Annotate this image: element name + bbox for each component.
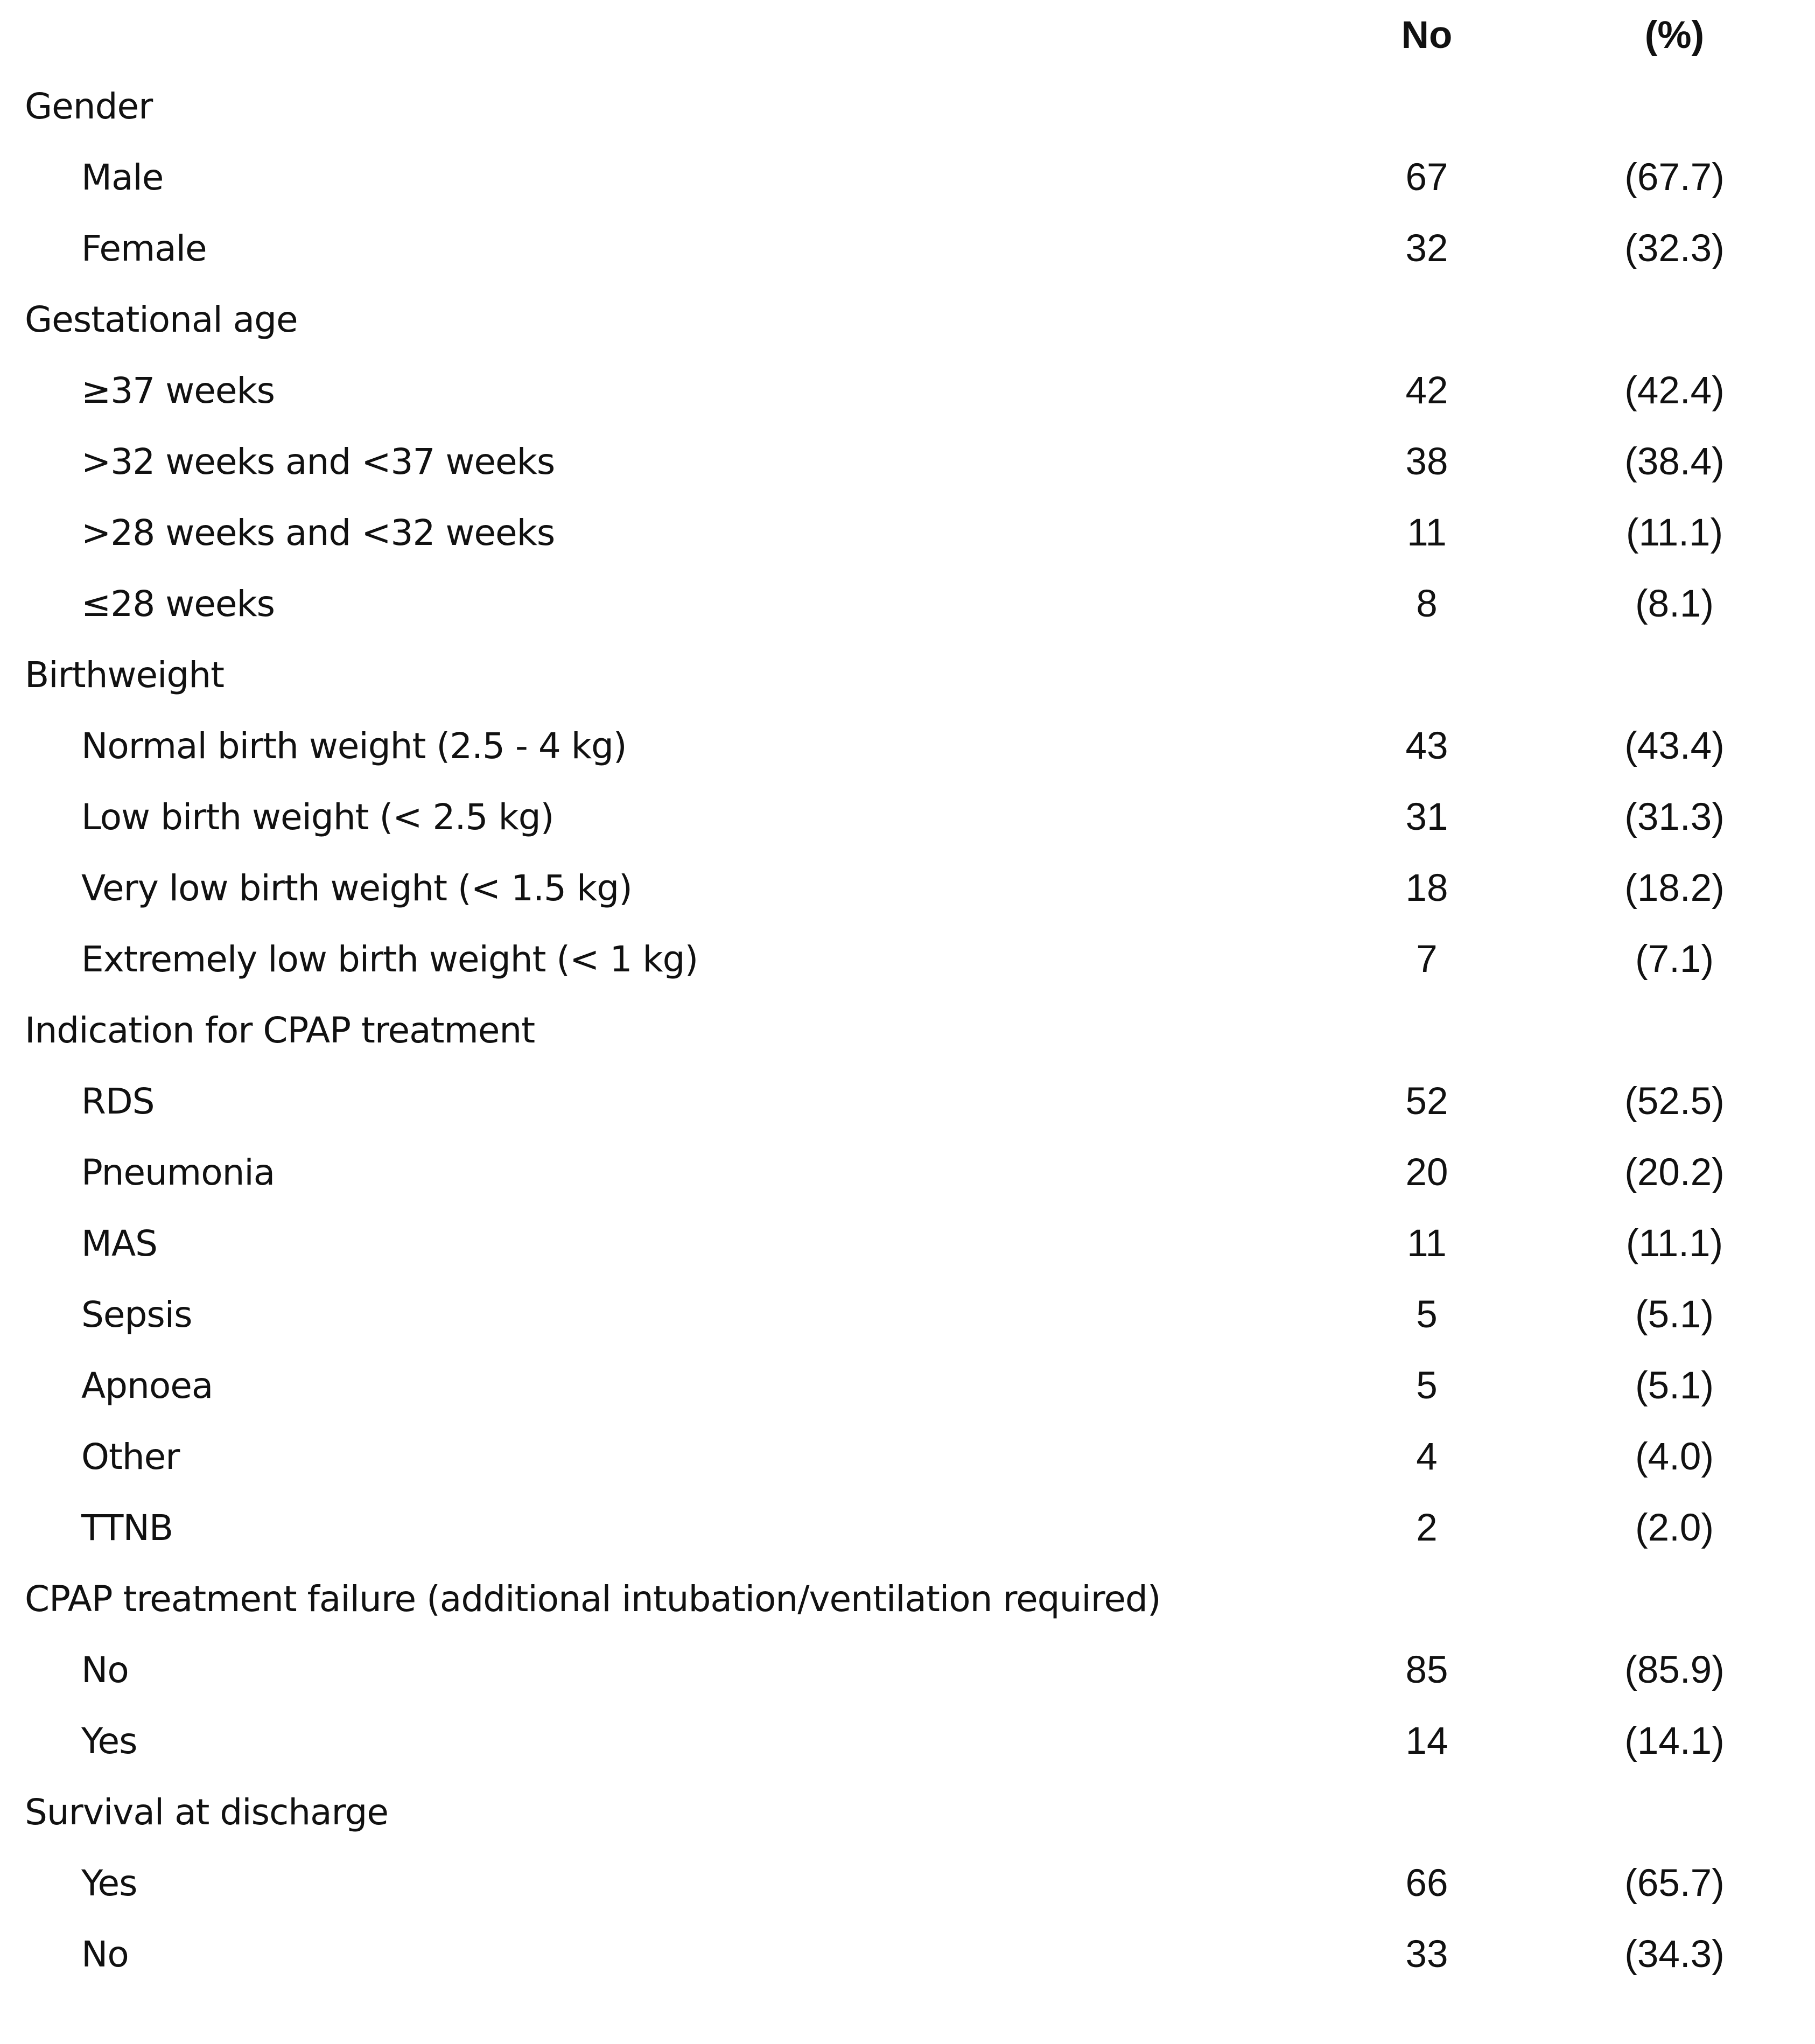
table-row <box>0 213 1815 284</box>
count-value: 11 <box>1407 512 1447 554</box>
table-row <box>0 1137 1815 1208</box>
percent-value: (7.1) <box>1635 938 1714 981</box>
count-value: 38 <box>1405 440 1448 483</box>
table-group-row <box>0 640 1815 711</box>
table-header-row <box>0 0 1815 71</box>
row-label: No <box>81 1649 129 1691</box>
count-value: 14 <box>1405 1720 1448 1762</box>
count-value <box>1368 1777 1486 1848</box>
count-value: 31 <box>1405 796 1448 838</box>
count-value: 67 <box>1405 156 1448 199</box>
percent-value: (18.2) <box>1624 867 1725 909</box>
table-row <box>0 355 1815 426</box>
table-row <box>0 1706 1815 1777</box>
table-group-row <box>0 1564 1815 1635</box>
percent-value: (5.1) <box>1635 1293 1714 1336</box>
percent-value: (4.0) <box>1635 1436 1714 1478</box>
table-body <box>0 71 1815 1990</box>
row-label: Sepsis <box>81 1294 192 1335</box>
percent-value: (85.9) <box>1624 1649 1725 1691</box>
row-label: Apnoea <box>81 1365 213 1406</box>
percent-value: (11.1) <box>1625 512 1723 554</box>
column-header-percent: (%) <box>1644 14 1705 57</box>
count-value: 8 <box>1416 583 1438 625</box>
percent-value: (34.3) <box>1624 1933 1725 1976</box>
table-row <box>0 1848 1815 1919</box>
table-row <box>0 1350 1815 1422</box>
table-row <box>0 1493 1815 1564</box>
percent-value: (65.7) <box>1624 1862 1725 1905</box>
percent-value: (52.5) <box>1624 1080 1725 1123</box>
table-row <box>0 498 1815 569</box>
table-group-row <box>0 284 1815 355</box>
table-row <box>0 782 1815 853</box>
row-label: >32 weeks and <37 weeks <box>81 441 555 482</box>
count-value: 66 <box>1405 1862 1448 1905</box>
row-label: Very low birth weight (< 1.5 kg) <box>81 867 632 909</box>
row-label: Yes <box>81 1863 137 1904</box>
count-value: 5 <box>1416 1364 1438 1407</box>
table-row <box>0 853 1815 924</box>
row-label: ≥37 weeks <box>81 370 275 411</box>
percent-value: (14.1) <box>1624 1720 1725 1762</box>
row-label: No <box>81 1934 129 1975</box>
group-label: Gender <box>25 86 153 127</box>
row-label: Female <box>81 228 207 269</box>
row-label: >28 weeks and <32 weeks <box>81 512 555 554</box>
group-label: CPAP treatment failure (additional intubation/ventilation required) <box>25 1578 1161 1620</box>
count-value <box>1368 71 1486 142</box>
percent-value <box>1599 284 1750 355</box>
count-value: 52 <box>1405 1080 1448 1123</box>
count-value: 5 <box>1416 1293 1438 1336</box>
group-label: Indication for CPAP treatment <box>25 1010 535 1051</box>
percent-value: (32.3) <box>1624 227 1725 270</box>
percent-value: (43.4) <box>1624 725 1725 767</box>
table-row <box>0 426 1815 498</box>
percent-value: (2.0) <box>1635 1507 1714 1549</box>
row-label: TTNB <box>81 1507 173 1549</box>
row-label: Low birth weight (< 2.5 kg) <box>81 796 554 838</box>
table-row <box>0 1422 1815 1493</box>
group-label: Birthweight <box>25 654 224 696</box>
group-label: Survival at discharge <box>25 1791 389 1833</box>
table-row <box>0 1919 1815 1990</box>
count-value: 7 <box>1416 938 1438 981</box>
count-value: 18 <box>1405 867 1448 909</box>
table-row <box>0 1066 1815 1137</box>
table-row <box>0 1208 1815 1279</box>
count-value: 85 <box>1405 1649 1448 1691</box>
count-value: 2 <box>1416 1507 1438 1549</box>
count-value: 43 <box>1405 725 1448 767</box>
row-label: Yes <box>81 1720 137 1762</box>
percent-value: (31.3) <box>1624 796 1725 838</box>
table-row <box>0 924 1815 995</box>
count-value: 4 <box>1416 1436 1438 1478</box>
percent-value: (5.1) <box>1635 1364 1714 1407</box>
count-value <box>1368 995 1486 1066</box>
count-value <box>1368 284 1486 355</box>
table-group-row <box>0 71 1815 142</box>
row-label: Normal birth weight (2.5 - 4 kg) <box>81 725 627 767</box>
column-header-no: No <box>1401 14 1453 57</box>
table-row <box>0 1635 1815 1706</box>
table-row <box>0 142 1815 213</box>
row-label: Male <box>81 157 164 198</box>
count-value <box>1368 640 1486 711</box>
count-value: 20 <box>1405 1151 1448 1194</box>
row-label: RDS <box>81 1081 155 1122</box>
row-label: Other <box>81 1436 180 1478</box>
percent-value <box>1599 640 1750 711</box>
percent-value: (20.2) <box>1624 1151 1725 1194</box>
table-row <box>0 711 1815 782</box>
percent-value <box>1599 71 1750 142</box>
percent-value: (8.1) <box>1635 583 1714 625</box>
table-group-row <box>0 1777 1815 1848</box>
percent-value <box>1599 1564 1750 1635</box>
table-row <box>0 1279 1815 1350</box>
percent-value: (11.1) <box>1625 1222 1723 1265</box>
table-group-row <box>0 995 1815 1066</box>
count-value: 33 <box>1405 1933 1448 1976</box>
percent-value <box>1599 995 1750 1066</box>
count-value: 11 <box>1407 1222 1447 1265</box>
row-label: MAS <box>81 1223 157 1264</box>
row-label: Pneumonia <box>81 1152 275 1193</box>
row-label: ≤28 weeks <box>81 583 275 625</box>
percent-value <box>1599 1777 1750 1848</box>
count-value: 42 <box>1405 369 1448 412</box>
table-row <box>0 569 1815 640</box>
count-value <box>1368 1564 1486 1635</box>
row-label: Extremely low birth weight (< 1 kg) <box>81 939 698 980</box>
group-label: Gestational age <box>25 299 298 340</box>
percent-value: (42.4) <box>1624 369 1725 412</box>
percent-value: (38.4) <box>1624 440 1725 483</box>
count-value: 32 <box>1405 227 1448 270</box>
percent-value: (67.7) <box>1624 156 1725 199</box>
